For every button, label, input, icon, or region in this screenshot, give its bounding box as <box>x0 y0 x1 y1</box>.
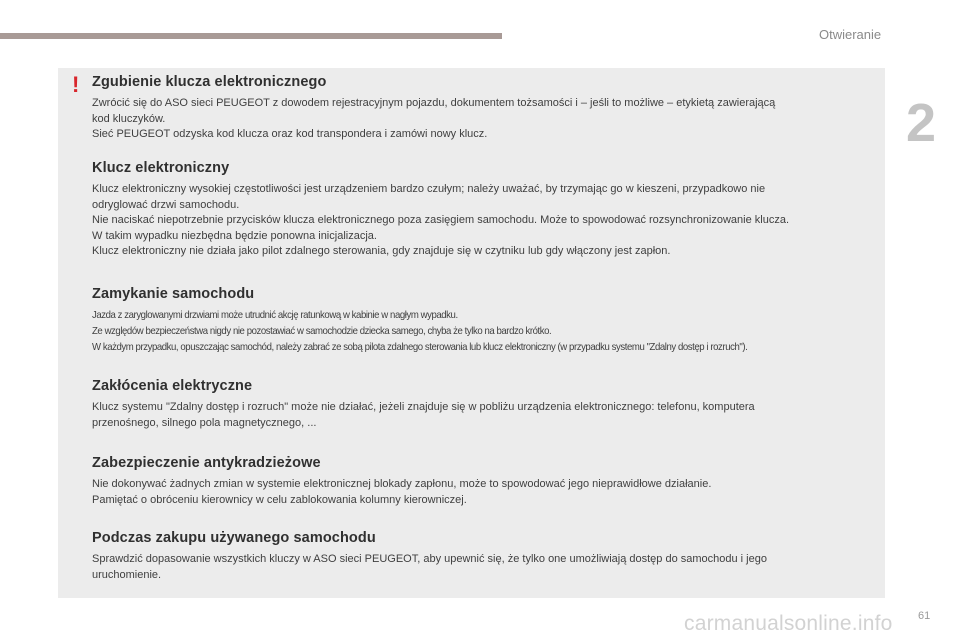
paragraph-line: Nie dokonywać żadnych zmian w systemie elektronicznej blokady zapłonu, może to spowodować jego nieprawidłowe działanie. <box>92 478 712 490</box>
section-anti-theft <box>92 455 882 508</box>
warning-section <box>92 74 882 143</box>
paragraph-line: przenośnego, silnego pola magnetycznego, ... <box>92 416 317 429</box>
paragraph-line: Jazda z zaryglowanymi drzwiami może utrudnić akcję ratunkową w kabinie w nagłym wypadku. <box>92 310 458 321</box>
paragraph-line: Klucz systemu "Zdalny dostęp i rozruch" może nie działać, jeżeli znajduje się w pobliżu urządzenia elektronicznego: telefonu, komputera <box>92 401 755 413</box>
paragraph-line: Sieć PEUGEOT odzyska kod klucza oraz kod transpondera i zamówi nowy klucz. <box>92 128 488 141</box>
paragraph-line: uruchomienie. <box>92 568 162 581</box>
paragraph-line: kod kluczyków. <box>92 112 166 125</box>
paragraph-line: Sprawdzić dopasowanie wszystkich kluczy w ASO sieci PEUGEOT, aby upewnić się, że tylko one umożliwiają dostęp do samochodu i jego <box>92 553 767 565</box>
section-title: Podczas zakupu używanego samochodu <box>92 530 376 546</box>
chapter-number: 2 <box>906 93 937 153</box>
paragraph-line: Nie naciskać niepotrzebnie przycisków klucza elektronicznego poza zasięgiem samochodu. Może to spowodować rozsynchronizowanie klucza. <box>92 214 790 227</box>
chapter-title: Otwieranie <box>819 27 882 42</box>
section-locking <box>92 286 882 356</box>
paragraph-line: Ze względów bezpieczeństwa nigdy nie pozostawiać w samochodzie dziecka samego, chyba że tylko na bardzo krótko. <box>92 326 552 337</box>
section-electrical-interference <box>92 378 882 431</box>
paragraph-line: odryglować drzwi samochodu. <box>92 198 240 211</box>
watermark: carmanualsonline.info <box>684 612 893 635</box>
section-title: Klucz elektroniczny <box>92 160 230 176</box>
section-electronic-key <box>92 160 882 260</box>
exclamation-icon: ! <box>72 72 80 97</box>
section-title: Zakłócenia elektryczne <box>92 378 253 394</box>
paragraph-line: Klucz elektroniczny nie działa jako pilot zdalnego sterowania, gdy znajduje się w czytniku lub gdy włączony jest zapłon. <box>92 245 671 258</box>
header-accent-bar <box>0 33 502 39</box>
page-number: 61 <box>918 610 931 622</box>
paragraph-line: W takim wypadku niezbędna będzie ponowna inicjalizacja. <box>92 229 377 242</box>
section-title: Zamykanie samochodu <box>92 286 255 302</box>
section-title: Zabezpieczenie antykradzieżowe <box>92 455 321 471</box>
paragraph-line: Zwrócić się do ASO sieci PEUGEOT z dowodem rejestracyjnym pojazdu, dokumentem tożsamości i – jeśli to możliwe – etykietą zawierającą <box>92 97 776 109</box>
paragraph-line: W każdym przypadku, opuszczając samochód, należy zabrać ze sobą pilota zdalnego sterowania lub klucz elektroniczny (w przypadku systemu "Zdalny dostęp i rozruch"). <box>92 342 748 353</box>
paragraph-line: Pamiętać o obróceniu kierownicy w celu zablokowania kolumny kierowniczej. <box>92 493 467 506</box>
section-used-car <box>92 530 882 583</box>
paragraph-line: Klucz elektroniczny wysokiej częstotliwości jest urządzeniem bardzo czułym; należy uważać, by trzymając go w kieszeni, przypadkowo nie <box>92 183 766 195</box>
warning-title: Zgubienie klucza elektronicznego <box>92 74 327 90</box>
